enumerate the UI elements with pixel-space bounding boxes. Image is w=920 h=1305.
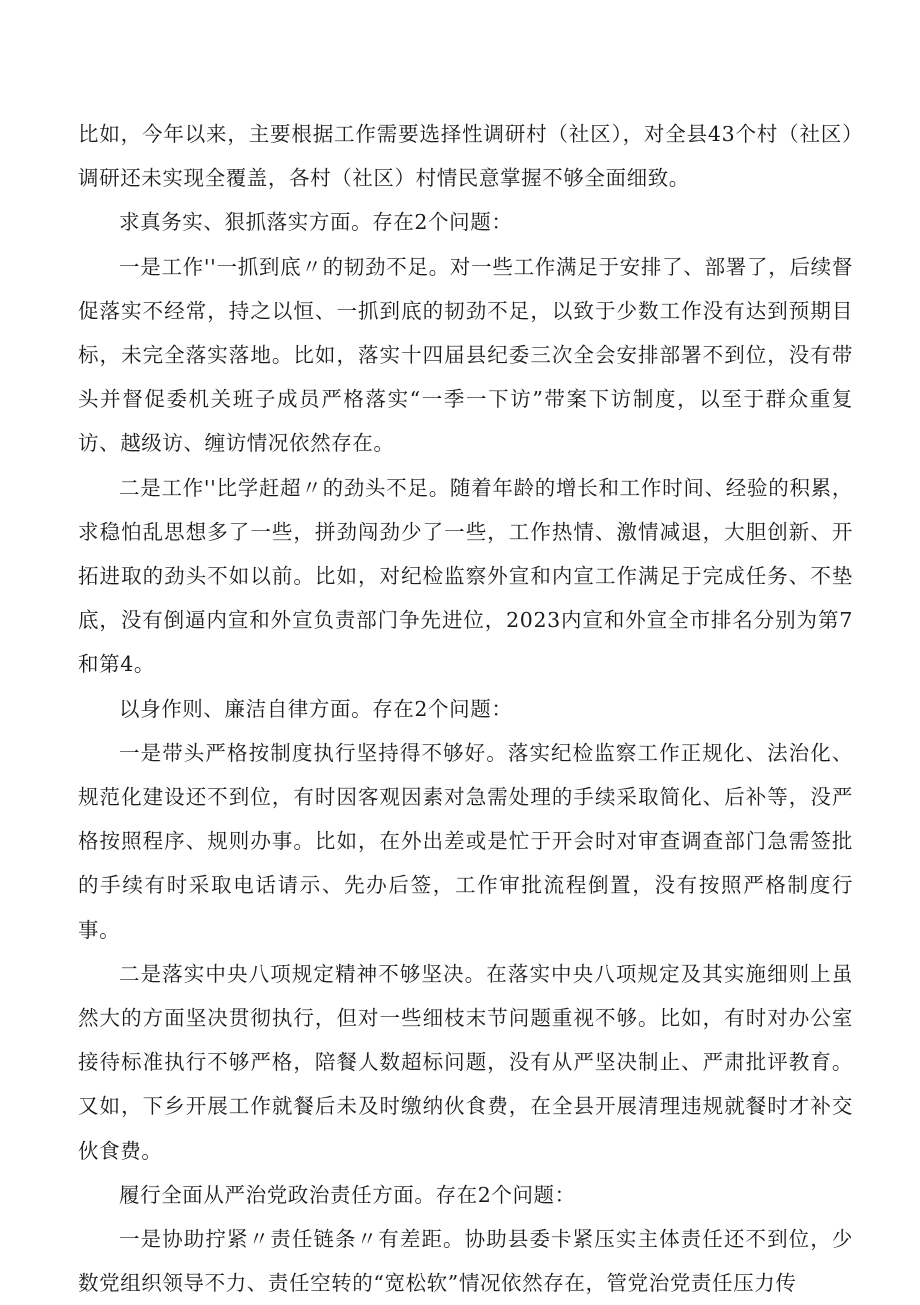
paragraph-issue-perseverance: 一是工作''一抓到底〃的韧劲不足。对一些工作满足于安排了、部署了，后续督促落实不经常，持之以恒、一抓到底的韧劲不足，以致于少数工作没有达到预期目标，未完全落实落地。比如，落实十四届县纪委三次全会安排部署不到位，没有带头并督促委机关班子成员严格落实“一季一下访”带案下访制度，以至于群众重复访、越级访、缠访情况依然存在。	[78, 254, 853, 456]
paragraph-issue-drive: 二是工作''比学赶超〃的劲头不足。随着年龄的增长和工作时间、经验的积累，求稳怕乱思想多了一些，拼劲闯劲少了一些，工作热情、激情减退，大胆创新、开拓进取的劲头不如以前。比如，对纪检监察外宣和内宣工作满足于完成任务、不垫底，没有倒逼内宣和外宣负责部门争先进位，2023内宣和外宣全市排名分别为第7和第4。	[78, 475, 853, 677]
section-heading-pragmatism: 求真务实、狠抓落实方面。存在2个问题：	[119, 210, 513, 235]
paragraph-issue-responsibility-chain: 一是协助拧紧〃责任链条〃有差距。协助县委卡紧压实主体责任还不到位，少数党组织领导不力、责任空转的“宽松软”情况依然存在，管党治党责任压力传	[78, 1227, 853, 1296]
section-heading-self-discipline: 以身作则、廉洁自律方面。存在2个问题：	[119, 696, 513, 721]
paragraph-issue-eight-rules: 二是落实中央八项规定精神不够坚决。在落实中央八项规定及其实施细则上虽然大的方面坚决贯彻执行，但对一些细枝末节问题重视不够。比如，有时对办公室接待标准执行不够严格，陪餐人数超标问题，没有从严坚决制止、严肃批评教育。又如，下乡开展工作就餐后未及时缴纳伙食费，在全县开展清理违规就餐时才补交伙食费。	[78, 961, 853, 1163]
document-body	[78, 112, 853, 1305]
paragraph-continuation: 比如，今年以来，主要根据工作需要选择性调研村（社区），对全县43个村（社区）调研还未实现全覆盖，各村（社区）村情民意掌握不够全面细致。	[78, 122, 853, 191]
section-heading-party-governance: 履行全面从严治党政治责任方面。存在2个问题：	[119, 1182, 576, 1207]
paragraph-issue-procedures: 一是带头严格按制度执行坚持得不够好。落实纪检监察工作正规化、法治化、规范化建设还不到位，有时因客观因素对急需处理的手续采取简化、后补等，没严格按照程序、规则办事。比如，在外出差或是忙于开会时对审查调查部门急需签批的手续有时采取电话请示、先办后签，工作审批流程倒置，没有按照严格制度行事。	[78, 740, 853, 942]
